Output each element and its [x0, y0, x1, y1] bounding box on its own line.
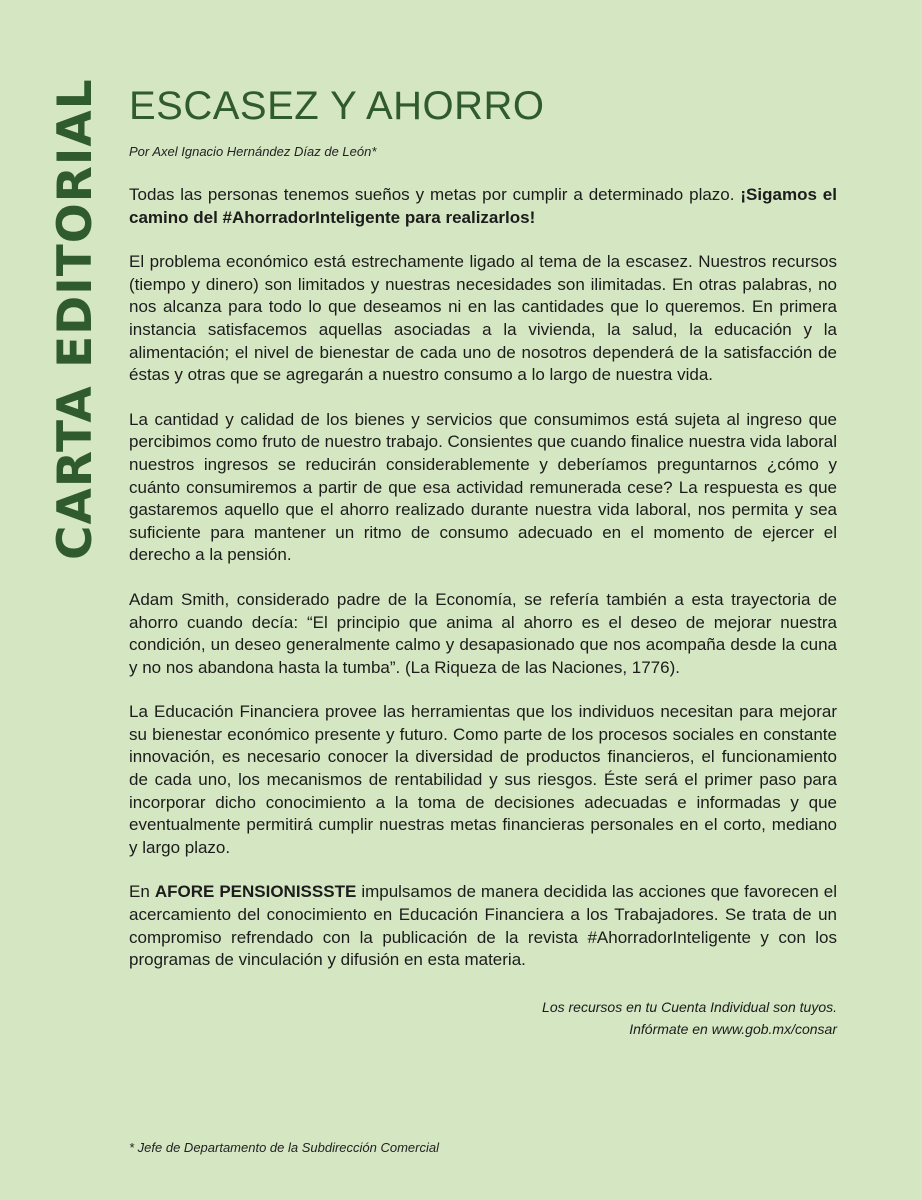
afore-prefix: En: [129, 882, 150, 902]
paragraph-scarcity: El problema económico está estrechamente ligado al tema de la escasez. Nuestros recursos (tiempo y dinero) son limitados y nuestras necesidades son ilimitadas. En otras palabras, no nos alcanza para todo lo que deseamos ni en las cantidades que lo queremos. En primera instancia satisfacemos aquellas asociadas a la vivienda, la salud, la educación y la alimentación; el nivel de bienestar de cada uno de nosotros dependerá de la satisfacción de éstas y otras que se agregarán a nuestro consumo a lo largo de nuestra vida.: [129, 252, 837, 385]
closing-line-2: Infórmate en www.gob.mx/consar: [629, 1020, 837, 1037]
paragraph-income: La cantidad y calidad de los bienes y servicios que consumimos está sujeta al ingreso que percibimos como fruto de nuestro trabajo. Consientes que cuando finalice nuestra vida laboral nuestros ingresos se reducirán considerablemente y deberíamos preguntarnos ¿cómo y cuánto consumiremos a partir de que esa actividad remunerada cese? La respuesta es que gastaremos aquello que el ahorro realizado durante nuestra vida laboral, nos permita y sea suficiente para mantener un ritmo de consumo adecuado en el momento de ejercer el derecho a la pensión.: [129, 409, 837, 565]
intro-bold-text: ¡Sigamos el camino del #AhorradorInteligente para realizarlos!: [129, 185, 837, 227]
byline: Por Axel Ignacio Hernández Díaz de León*: [129, 144, 377, 159]
intro-text: Todas las personas tenemos sueños y metas por cumplir a determinado plazo.: [129, 185, 735, 204]
article: [129, 84, 837, 1040]
closing-line-1: Los recursos en tu Cuenta Individual son tuyos.: [542, 998, 837, 1015]
afore-text: impulsamos de manera decidida las acciones que favorecen el acercamiento del conocimiento en Educación Financiera a los Trabajadores. Se trata de un compromiso refrendado con la publicación de la revista #AhorradorInteligente y con los programas de vinculación y difusión en esta materia.: [129, 882, 837, 970]
afore-name: AFORE PENSIONISSSTE: [154, 882, 357, 902]
section-label: CARTA EDITORIAL: [48, 78, 103, 560]
page-title: ESCASEZ Y AHORRO: [129, 84, 545, 128]
paragraph-afore: [129, 881, 837, 971]
footnote: * Jefe de Departamento de la Subdirección Comercial: [129, 1140, 440, 1155]
intro-paragraph: [129, 184, 837, 229]
paragraph-financial-education: La Educación Financiera provee las herramientas que los individuos necesitan para mejorar su bienestar económico presente y futuro. Como parte de los procesos sociales en constante innovación, es necesario conocer la diversidad de productos financieros, el funcionamiento de cada uno, los mecanismos de rentabilidad y sus riesgos. Éste será el primer paso para incorporar dicho conocimiento a la toma de decisiones adecuadas e informadas y que eventualmente permitirá cumplir nuestras metas financieras personales en el corto, mediano y largo plazo.: [129, 702, 837, 857]
closing-note: [129, 996, 837, 1040]
paragraph-adam-smith: Adam Smith, considerado padre de la Economía, se refería también a esta trayectoria de ahorro cuando decía: “El principio que anima al ahorro es el deseo de mejorar nuestra condición, un deseo generalmente calmo y desapasionado que nos acompaña desde la cuna y no nos abandona hasta la tumba”. (La Riqueza de las Naciones, 1776).: [129, 589, 837, 677]
